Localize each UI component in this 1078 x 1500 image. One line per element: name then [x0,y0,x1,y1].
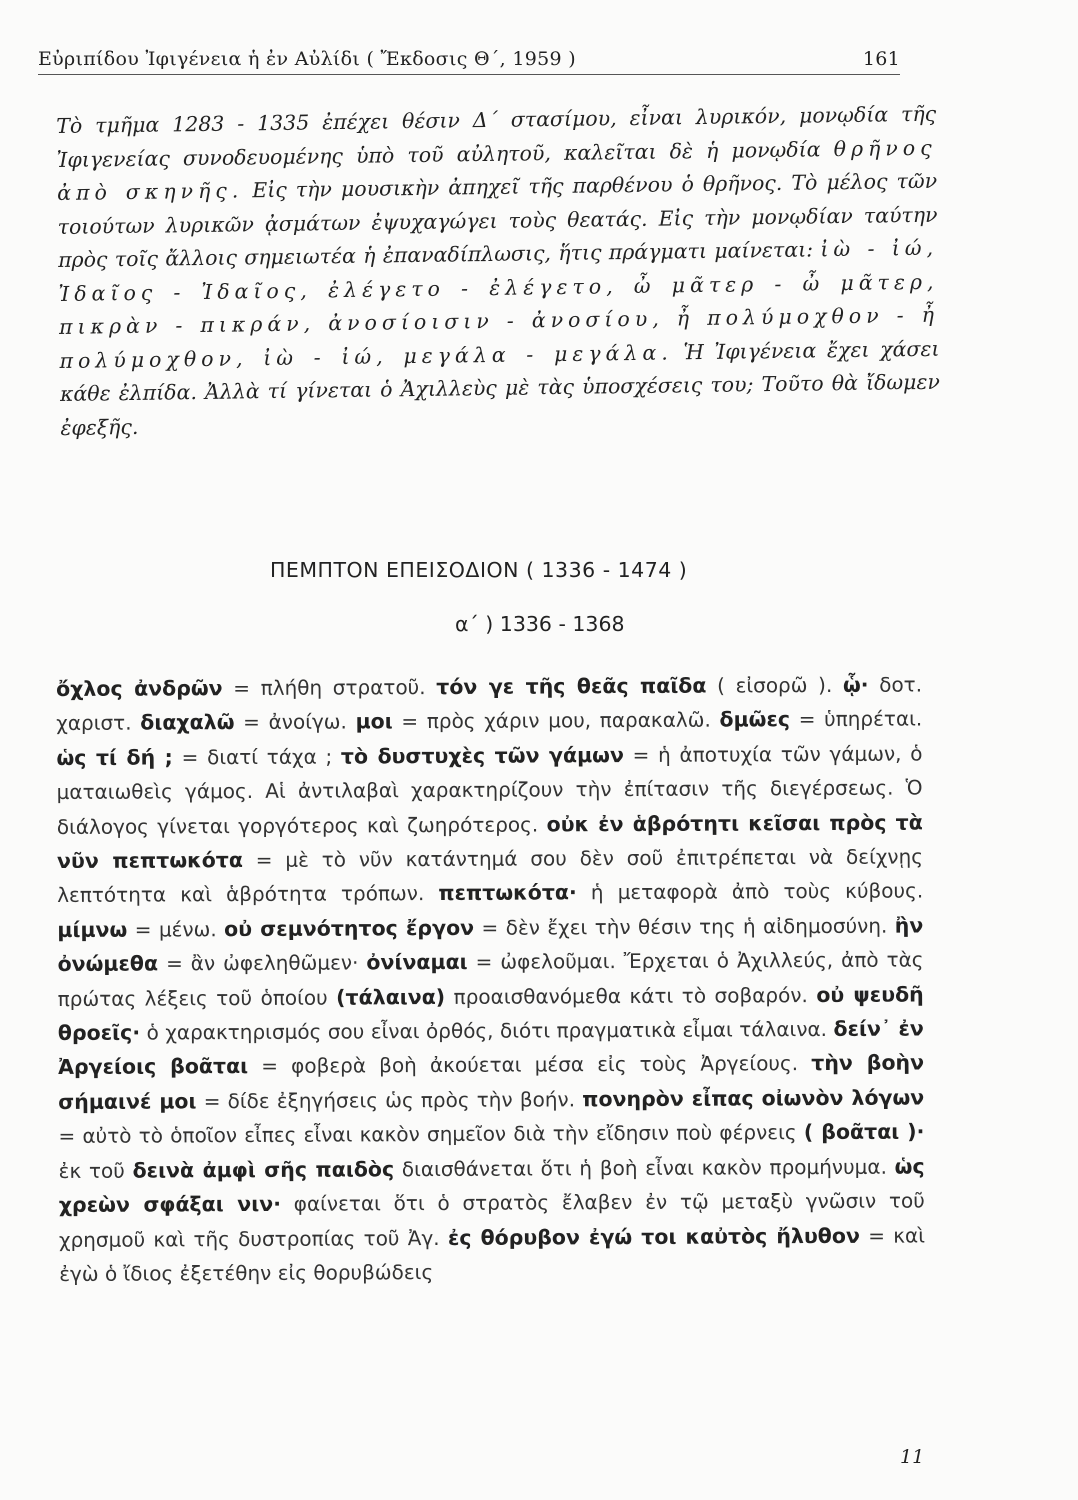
running-head-title: Εὐριπίδου Ἰφιγένεια ἡ ἐν Αὐλίδι ( Ἔκδοσις Θ΄, 1959 ) [38,48,576,70]
signature-mark: 11 [900,1446,925,1468]
page-number: 161 [862,48,900,70]
commentary-paragraph: ὄχλος ἀνδρῶν = πλήθη στρατοῦ. τόν γε τῆς θεᾶς παῖδα ( εἰσορῶ ). ᾧ· δοτ. χαριστ. διαχαλῶ = ἀνοίγω. μοι = πρὸς χάριν μου, παρακαλῶ. δμῶες = ὑπηρέται. ὡς τί δή ; = διατί τάχα ; τὸ δυστυχὲς τῶν γάμων = ἡ ἀποτυχία τῶν γάμων, ὁ ματαιωθεὶς γάμος. Αἱ ἀντιλαβαὶ χαρακτηρίζουν τὴν ἐπίτασιν τῆς διεγέρσεως. Ὁ διάλογος γίνεται γοργότερος καὶ ζωηρότερος. οὐκ ἐν ἁβρότητι κεῖσαι πρὸς τὰ νῦν πεπτωκότα = μὲ τὸ νῦν κατάντημά σου δὲν σοῦ ἐπιτρέπεται νὰ δείχνῃς λεπτότητα καὶ ἁβρότητα τρόπων. πεπτωκότα· ἡ μεταφορὰ ἀπὸ τοὺς κύβους. μίμνω = μένω. οὐ σεμνότητος ἔργον = δὲν ἔχει τὴν θέσιν της ἡ αἰδημοσύνη. ἢν ὀνώμεθα = ἂν ὠφεληθῶμεν· ὀνίναμαι = ὠφελοῦμαι. Ἔρχεται ὁ Ἀχιλλεύς, ἀπὸ τὰς πρώτας λέξεις τοῦ ὁποίου (τάλαινα) προαισθανόμεθα κάτι τὸ σοβαρόν. οὐ ψευδῆ θροεῖς· ὁ χαρακτηρισμός σου εἶναι ὀρθός, διότι πραγματικὰ εἶμαι τάλαινα. δείν᾽ ἐν Ἀργείοις βοᾶται = φοβερὰ βοὴ ἀκούεται μέσα εἰς τοὺς Ἀργείους. τὴν βοὴν σήμαινέ μοι = δίδε ἐξηγήσεις ὡς πρὸς τὴν βοήν. πονηρὸν εἶπας οἰωνὸν λόγων = αὐτὸ τὸ ὁποῖον εἶπες εἶναι κακὸν σημεῖον διὰ τὴν εἴδησιν ποὺ φέρνεις ( βοᾶται )· ἐκ τοῦ δεινὰ ἀμφὶ σῆς παιδὸς διαισθάνεται ὅτι ἡ βοὴ εἶναι κακὸν προμήνυμα. ὡς χρεὼν σφάξαι νιν· φαίνεται ὅτι ὁ στρατὸς ἔλαβεν ἐν τῷ μεταξὺ γνῶσιν τοῦ χρησμοῦ καὶ τῆς δυστροπίας τοῦ Ἀγ. ἐς θόρυβον ἐγώ τοι καὐτὸς ἤλυθον = καὶ ἐγὼ ὁ ἴδιος ἐξετέθην εἰς θορυβώδεις [56,672,926,1286]
running-head [38,48,900,75]
section-heading: ΠΕΜΠΤΟΝ ΕΠΕΙΣΟΔΙΟΝ ( 1336 - 1474 ) [270,558,688,582]
section-subheading: α΄ ) 1336 - 1368 [455,612,625,636]
intro-paragraph: Τὸ τμῆμα 1283 - 1335 ἐπέχει θέσιν Δ΄ στασίμου, εἶναι λυρικόν, μονῳδία τῆς Ἰφιγενείας συνοδευομένης ὑπὸ τοῦ αὐλητοῦ, καλεῖται δὲ ἡ μονῳδία θρῆνος ἀπὸ σκηνῆς. Εἰς τὴν μουσικὴν ἀπηχεῖ τῆς παρθένου ὁ θρῆνος. Τὸ μέλος τῶν τοιούτων λυρικῶν ᾀσμάτων ἐψυχαγώγει τοὺς θεατάς. Εἰς τὴν μονῳδίαν ταύτην πρὸς τοῖς ἄλλοις σημειωτέα ἡ ἐπαναδίπλωσις, ἥτις πράγματι μαίνεται: ἰὼ - ἰώ, Ἰδαῖος - Ἰδαῖος, ἐλέγετο - ἐλέγετο, ὦ μᾶτερ - ὦ μᾶτερ, πικρὰν - πικράν, ἀνοσίοισιν - ἀνοσίου, ἦ πολύμοχθον - ἦ πολύμοχθον, ἰὼ - ἰώ, μεγάλα - μεγάλα. Ἡ Ἰφιγένεια ἔχει χάσει κάθε ἐλπίδα. Ἀλλὰ τί γίνεται ὁ Ἀχιλλεὺς μὲ τὰς ὑποσχέσεις του; Τοῦτο θὰ ἴδωμεν ἐφεξῆς. [56,101,941,440]
